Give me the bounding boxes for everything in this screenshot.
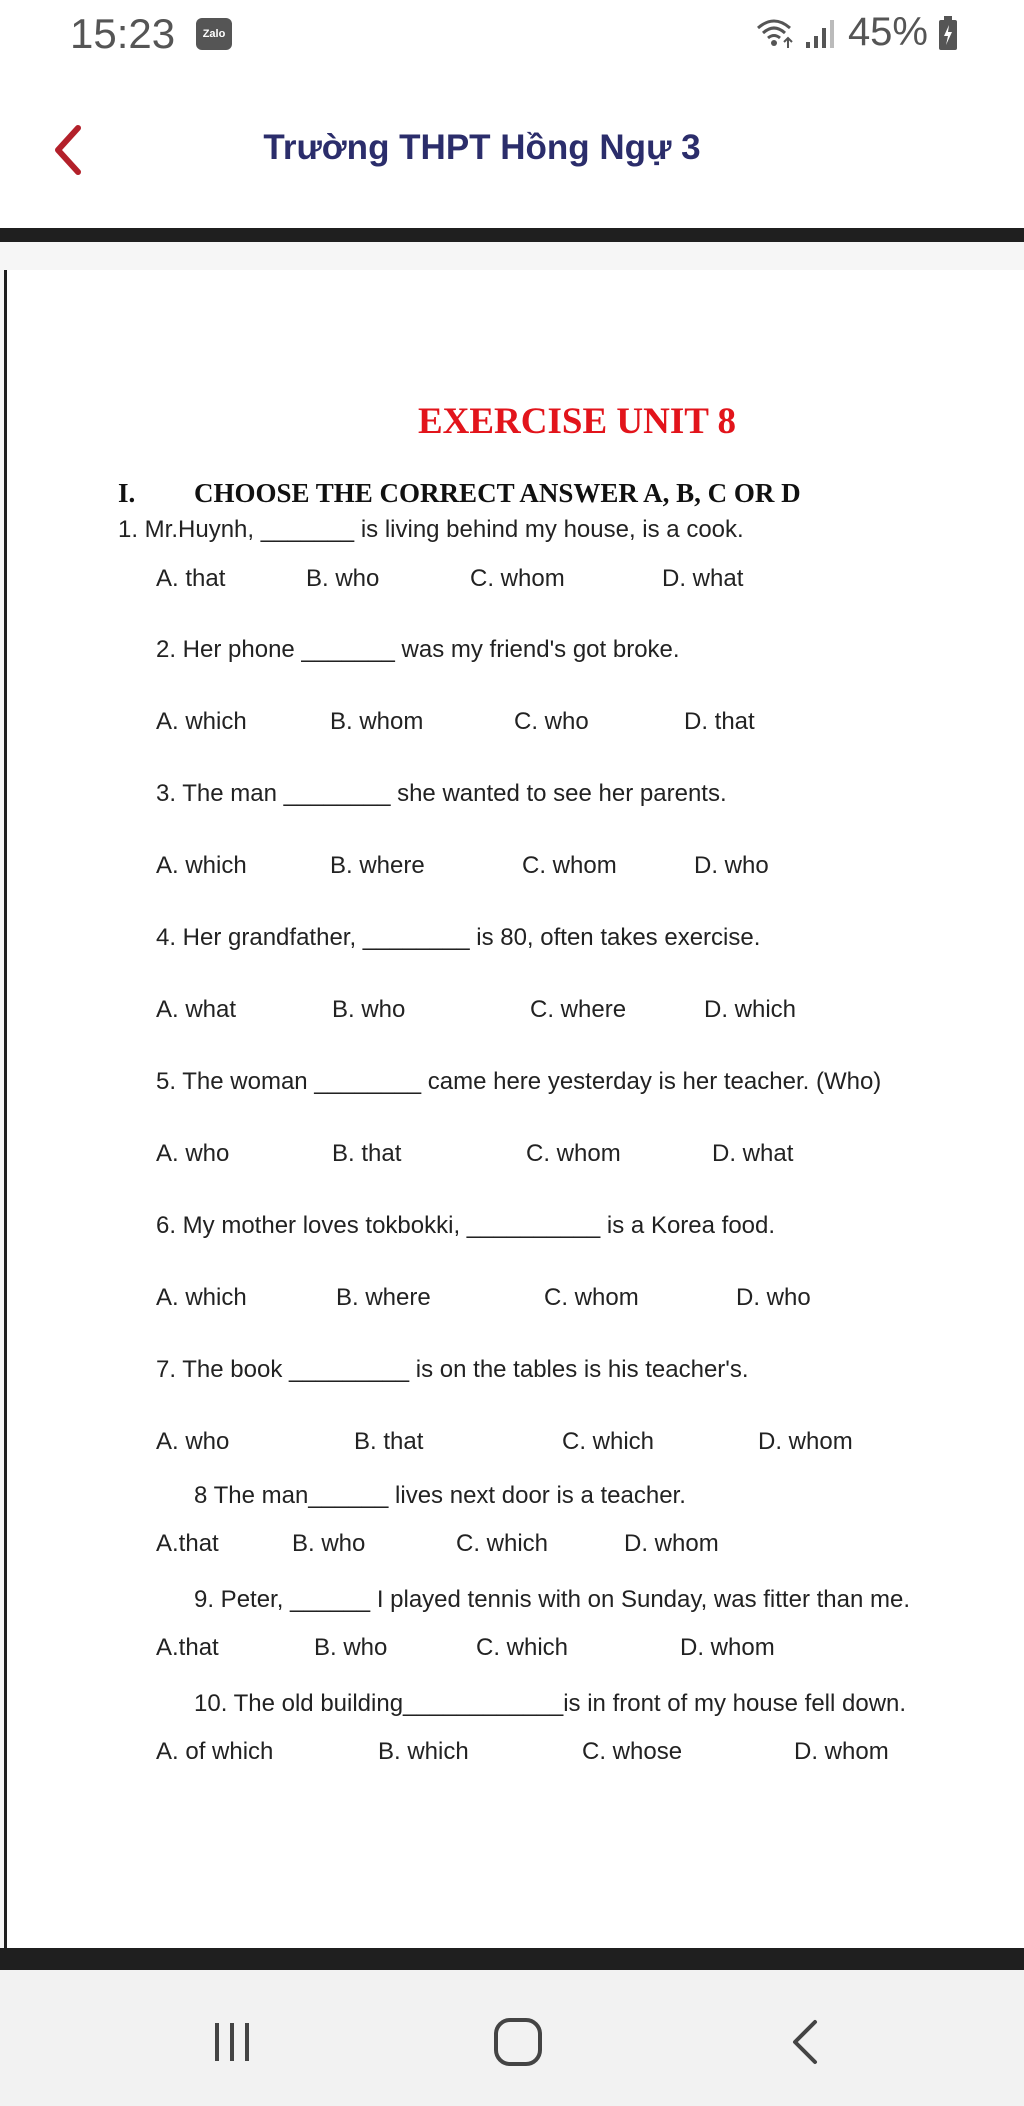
zalo-notification-icon: Zalo — [196, 18, 232, 50]
question-text: 1. Mr.Huynh, _______ is living behind my house, is a cook. — [118, 516, 744, 543]
option: A. who — [156, 1428, 230, 1455]
home-button[interactable] — [478, 2012, 558, 2072]
option: C. whom — [544, 1284, 639, 1311]
option: A. which — [156, 852, 247, 879]
option: B. where — [330, 852, 425, 879]
option: B. that — [332, 1140, 402, 1167]
option: B. whom — [330, 708, 424, 735]
recent-apps-icon — [207, 2017, 257, 2067]
option: D. whom — [758, 1428, 853, 1455]
option: C. which — [562, 1428, 655, 1455]
section-title — [118, 478, 801, 509]
page-gap — [0, 242, 1024, 270]
option: C. where — [530, 996, 627, 1023]
signal-icon — [804, 16, 838, 50]
option: D. who — [694, 852, 769, 879]
question-text: 4. Her grandfather, ________ is 80, often takes exercise. — [156, 924, 761, 951]
document-heading: EXERCISE UNIT 8 — [417, 401, 737, 442]
option: D. whom — [794, 1738, 889, 1765]
option: B. who — [314, 1634, 388, 1661]
battery-icon — [938, 15, 958, 51]
recent-apps-button[interactable] — [192, 2012, 272, 2072]
option: C. whom — [522, 852, 617, 879]
question-text: 9. Peter, ______ I played tennis with on Sunday, was fitter than me. — [194, 1586, 910, 1613]
option: A.that — [156, 1634, 219, 1661]
option: D. who — [736, 1284, 811, 1311]
wifi-icon — [754, 16, 794, 50]
option: B. who — [332, 996, 406, 1023]
question-text: 2. Her phone _______ was my friend's got broke. — [156, 636, 680, 663]
option: D. that — [684, 708, 755, 735]
option: A.that — [156, 1530, 219, 1557]
system-nav-bar — [0, 1970, 1024, 2106]
option: C. which — [456, 1530, 549, 1557]
option: A. which — [156, 708, 247, 735]
status-time: 15:23 — [70, 10, 176, 57]
question-text: 10. The old building____________is in front of my house fell down. — [194, 1690, 907, 1717]
status-bar — [0, 0, 1024, 72]
question-text: 6. My mother loves tokbokki, __________ is a Korea food. — [156, 1212, 776, 1239]
option: A. what — [156, 996, 237, 1023]
option: C. whom — [470, 565, 565, 592]
option: B. who — [306, 565, 380, 592]
nav-back-button[interactable] — [766, 2012, 846, 2072]
option: B. that — [354, 1428, 424, 1455]
option: C. whose — [582, 1738, 683, 1765]
option: A. who — [156, 1140, 230, 1167]
option: D. what — [712, 1140, 794, 1167]
question-text: 8 The man______ lives next door is a teacher. — [194, 1482, 686, 1509]
nav-back-icon — [781, 2014, 831, 2070]
option: D. whom — [680, 1634, 775, 1661]
home-icon — [490, 2014, 546, 2070]
option: C. whom — [526, 1140, 621, 1167]
option: A. that — [156, 565, 226, 592]
option: B. which — [378, 1738, 469, 1765]
option: C. which — [476, 1634, 569, 1661]
option: A. which — [156, 1284, 247, 1311]
option: B. who — [292, 1530, 366, 1557]
option: D. whom — [624, 1530, 719, 1557]
section-number: I. — [118, 478, 136, 508]
option: D. what — [662, 565, 744, 592]
page-title: Trường THPT Hồng Ngự 3 — [263, 128, 701, 167]
option: A. of which — [156, 1738, 274, 1765]
question-text: 3. The man ________ she wanted to see her parents. — [156, 780, 727, 807]
option: B. where — [336, 1284, 431, 1311]
battery-percent: 45% — [847, 10, 928, 54]
status-indicators — [754, 10, 958, 55]
option: C. who — [514, 708, 589, 735]
app-header — [0, 72, 1024, 228]
question-text: 7. The book _________ is on the tables is his teacher's. — [156, 1356, 749, 1383]
section-title-text: CHOOSE THE CORRECT ANSWER A, B, C OR D — [194, 478, 801, 508]
question-text: 5. The woman ________ came here yesterday is her teacher. (Who) — [156, 1068, 882, 1095]
option: D. which — [704, 996, 797, 1023]
